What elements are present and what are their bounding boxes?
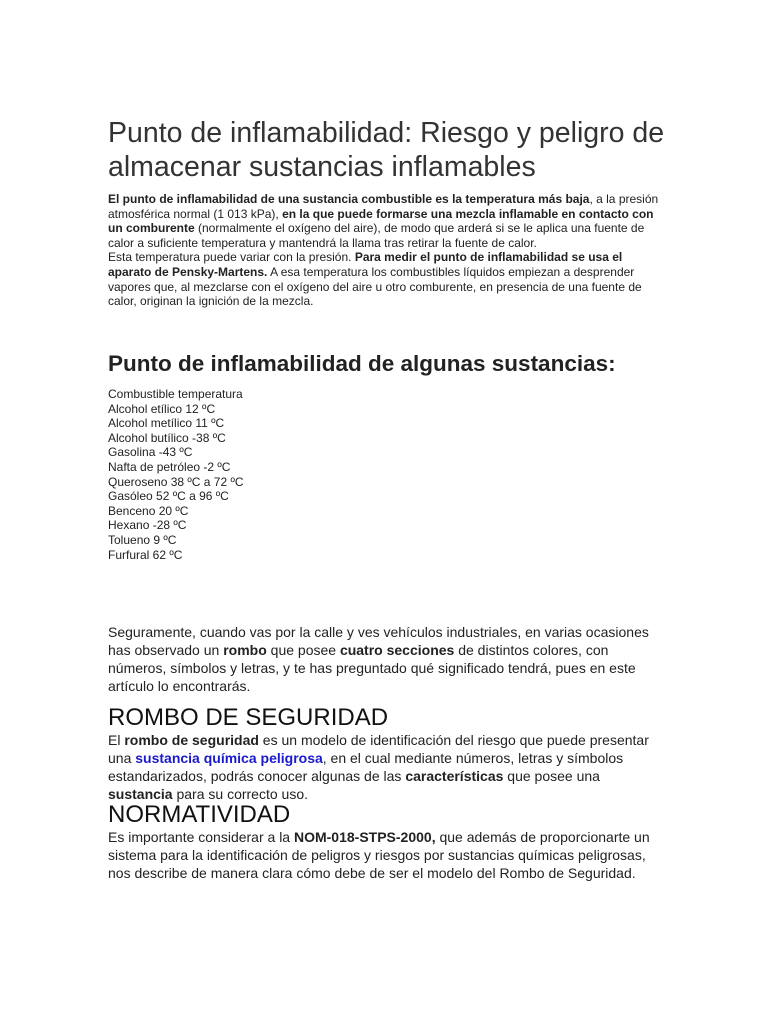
rombo-b2: características: [405, 768, 504, 784]
substance-item: Nafta de petróleo -2 ºC: [108, 459, 231, 474]
substance-item: Alcohol etílico 12 ºC: [108, 401, 216, 416]
substance-list-header: Combustible temperatura: [108, 387, 243, 401]
substance-item: Gasolina -43 ºC: [108, 445, 193, 460]
substance-item: Queroseno 38 ºC a 72 ºC: [108, 474, 244, 489]
intro-bold-1: El punto de inflamabilidad de una sustancia combustible es la temperatura más baja: [108, 192, 590, 206]
substance-item: Alcohol butílico -38 ºC: [108, 430, 226, 445]
normatividad-paragraph: [108, 828, 668, 882]
substance-item: Tolueno 9 ºC: [108, 532, 177, 547]
rombo-b1: rombo de seguridad: [124, 732, 259, 748]
rombo-paragraph: [108, 731, 668, 803]
rombo-intro-t3: de distintos colores, con números, símbolos y letras, y te has preguntado qué significado tendrá, pues en este artículo lo encontrarás.: [108, 642, 636, 694]
substance-item: Gasóleo 52 ºC a 96 ºC: [108, 489, 229, 504]
rombo-t1: El: [108, 732, 125, 748]
rombo-t3: , en el cual mediante números, letras y símbolos estandarizados, podrás conocer algunas de las: [108, 750, 624, 784]
section-heading: Punto de inflamabilidad de algunas sustancias:: [108, 351, 616, 376]
norma-b1: NOM-018-STPS-2000,: [293, 829, 436, 845]
sustancia-quimica-link[interactable]: sustancia química peligrosa: [135, 750, 323, 766]
rombo-t4: que posee una: [503, 768, 600, 784]
substance-item: Alcohol metílico 11 ºC: [108, 416, 225, 431]
rombo-intro-b1: rombo: [223, 642, 267, 658]
substance-item: Furfural 62 ºC: [108, 547, 183, 562]
intro-bold-3: Para medir el punto de inflamabilidad se usa el aparato de Pensky-Martens.: [108, 250, 623, 279]
rombo-t5: para su correcto uso.: [172, 786, 308, 802]
norma-t2: que además de proporcionarte un sistema para la identificación de peligros y riesgos por sustancias químicas peligrosas, nos describe de manera clara cómo debe de ser el modelo del Rombo de Seguridad.: [108, 829, 650, 881]
rombo-t2: es un modelo de identificación del riesgo que puede presentar una: [108, 732, 649, 766]
intro-paragraph-2: [108, 250, 668, 308]
rombo-intro-paragraph: [108, 623, 668, 695]
intro-bold-2: en la que puede formarse una mezcla inflamable en contacto con un comburente: [108, 206, 654, 236]
rombo-text: [108, 731, 668, 803]
rombo-intro-b2: cuatro secciones: [339, 642, 455, 658]
intro-text-1: , a la presión atmosférica normal (1 013 kPa),: [108, 192, 659, 221]
intro-text-2: (normalmente el oxígeno del aire), de modo que arderá si se le aplica una fuente de calor a suficiente temperatura y mantendrá la llama tras retirar la fuente de calor.: [108, 221, 645, 250]
norma-t1: Es importante considerar a la: [108, 829, 294, 845]
rombo-heading: ROMBO DE SEGURIDAD: [108, 704, 389, 731]
substance-item: Benceno 20 ºC: [108, 503, 189, 518]
rombo-b3: sustancia: [108, 786, 173, 802]
intro-text-4: A esa temperatura los combustibles líquidos empiezan a desprender vapores que, al mezclarse con el oxígeno del aire u otro comburente, en presencia de una fuente de calor, originan la ignición de la mezcla.: [108, 264, 642, 309]
rombo-intro-t2: que posee: [266, 642, 340, 658]
intro-paragraph-1: [108, 192, 668, 250]
normatividad-heading: NORMATIVIDAD: [108, 801, 291, 828]
substance-item: Hexano -28 ºC: [108, 518, 187, 533]
rombo-intro-text: [108, 623, 668, 695]
rombo-intro-t1: Seguramente, cuando vas por la calle y ves vehículos industriales, en varias ocasiones has observado un: [108, 624, 649, 658]
page-title: Punto de inflamabilidad: Riesgo y peligro de almacenar sustancias inflamables: [108, 117, 665, 183]
intro-section: [108, 192, 668, 309]
normatividad-text: [108, 828, 668, 882]
intro-text-3: Esta temperatura puede variar con la presión.: [108, 250, 355, 265]
substance-list: [108, 387, 668, 562]
